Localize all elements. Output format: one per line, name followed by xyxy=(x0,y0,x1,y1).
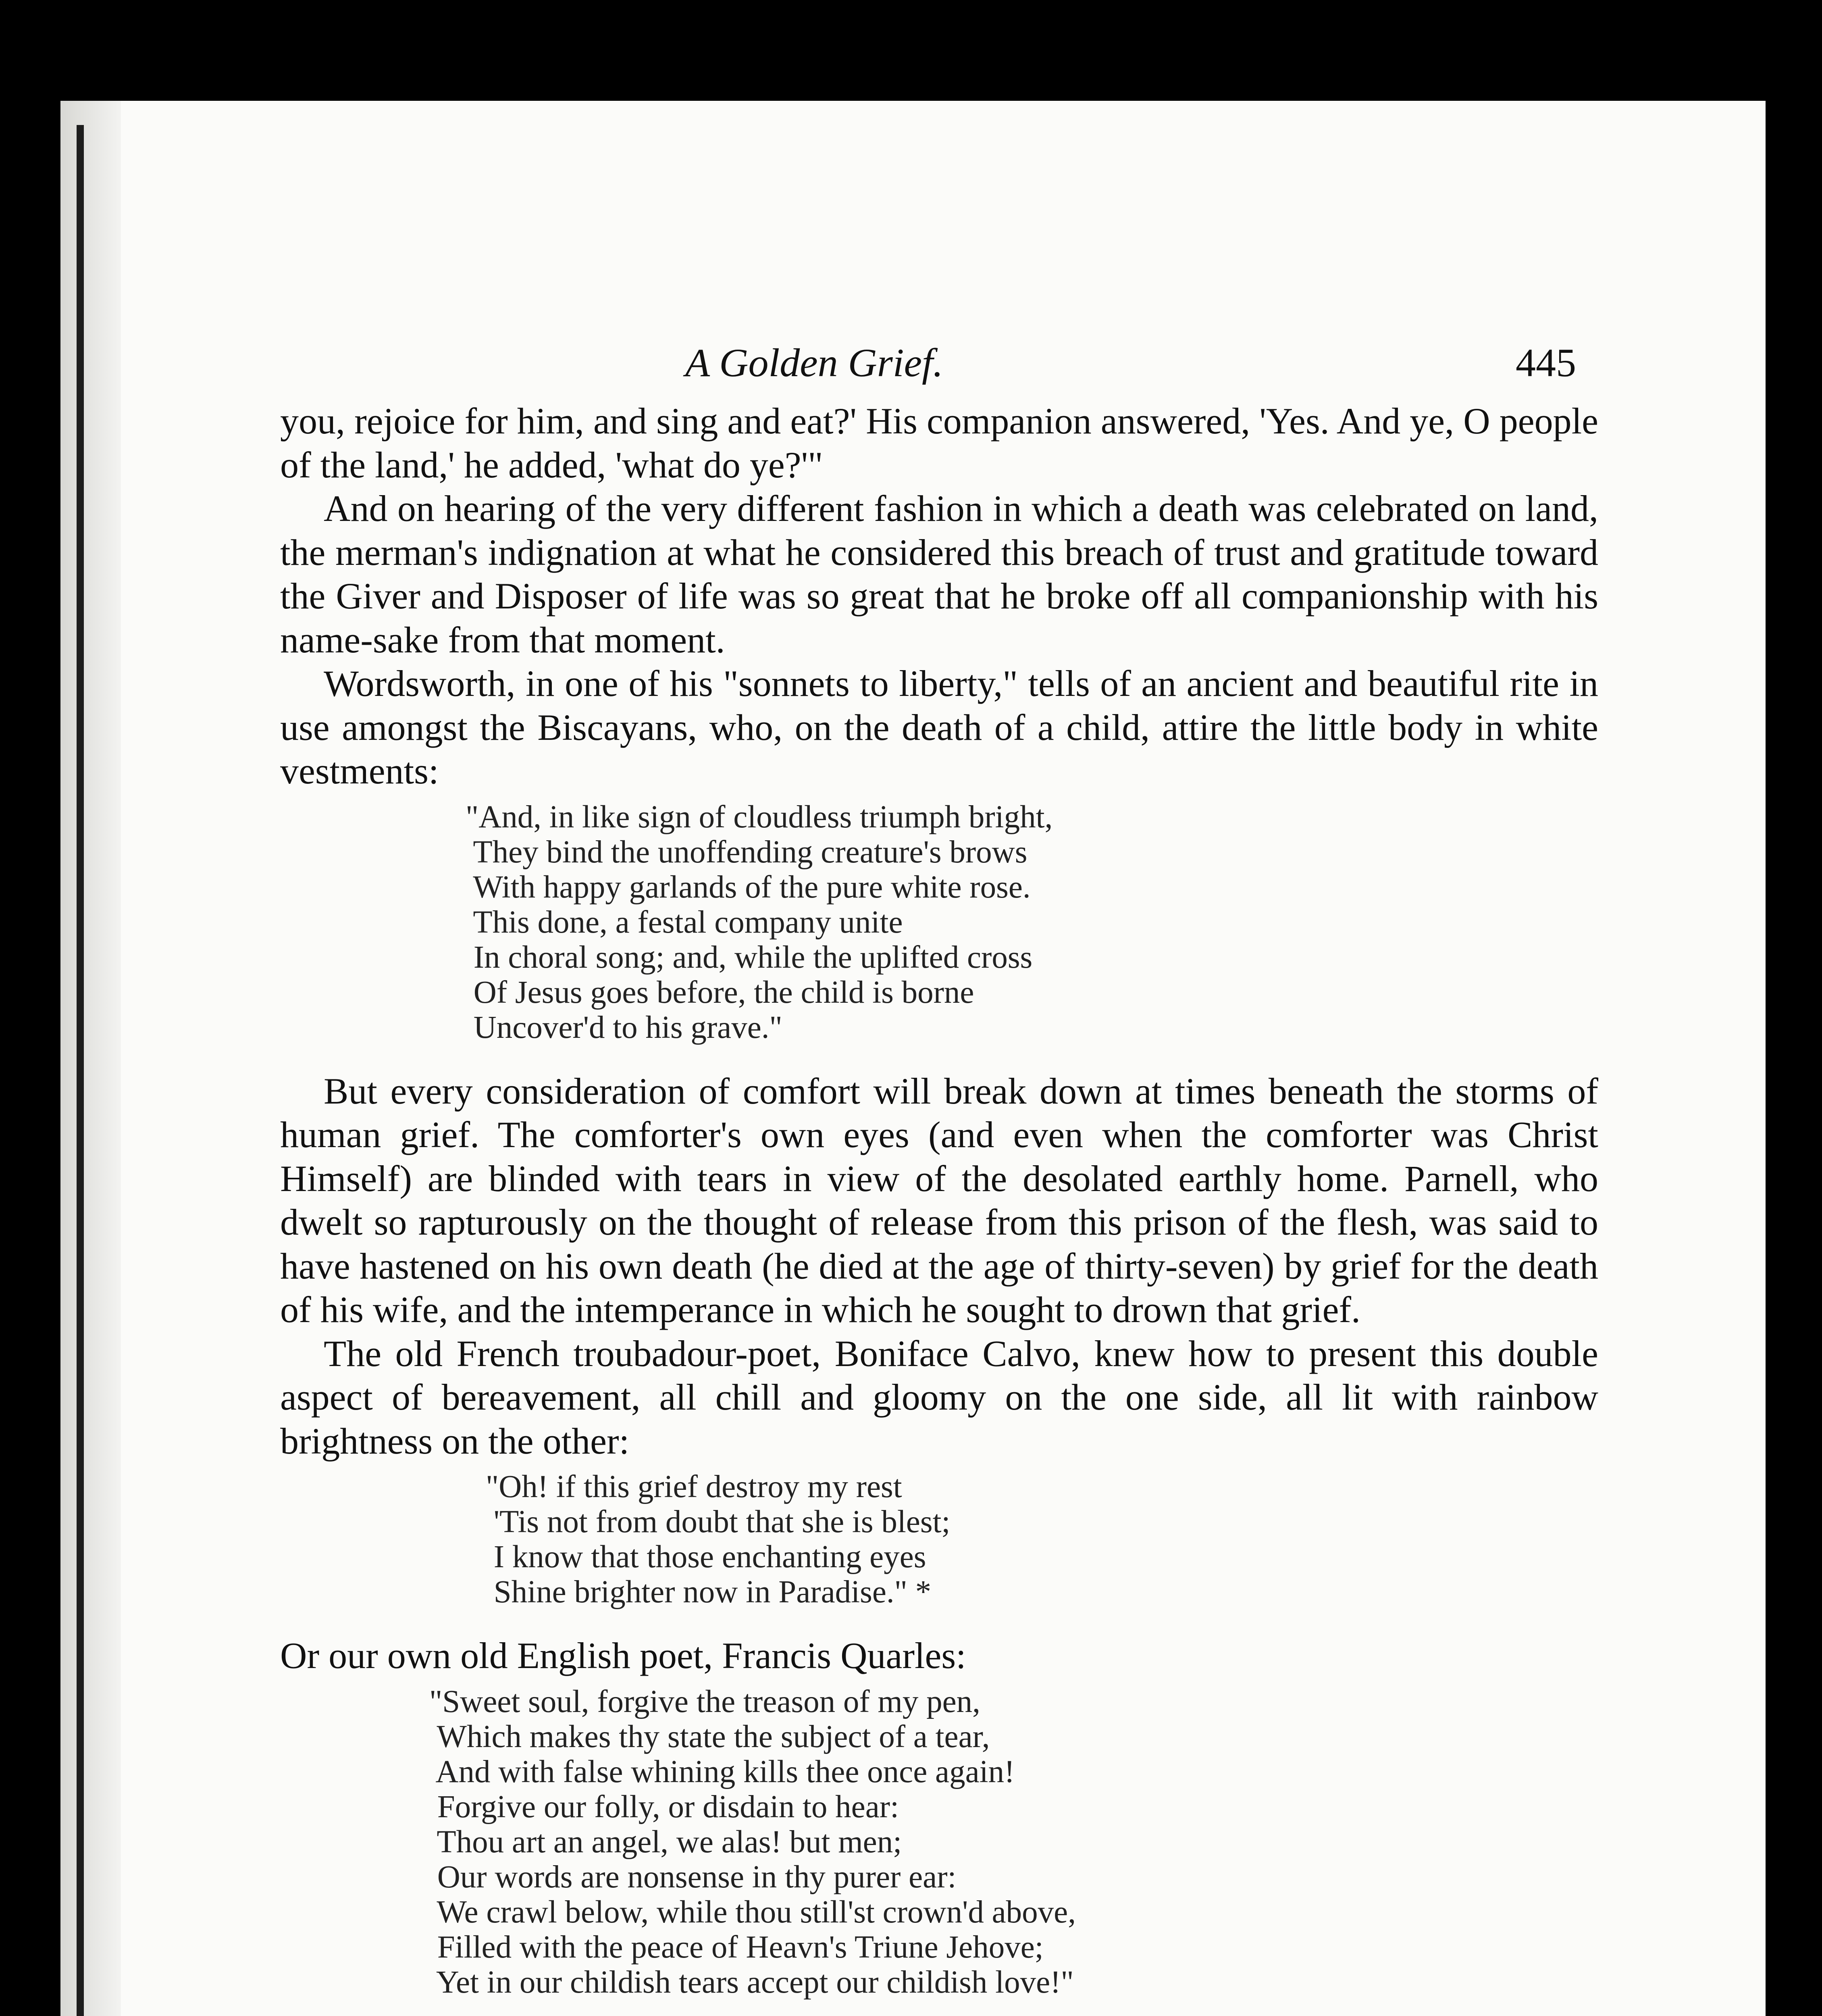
running-title: A Golden Grief. xyxy=(685,340,943,385)
body-text xyxy=(280,399,1598,2016)
binding-edge xyxy=(77,125,84,2016)
page-gutter xyxy=(60,101,121,2016)
paragraph-merman: And on hearing of the very different fashion in which a death was celebrated on land, the merman's indignation at what he considered this breach of trust and gratitude toward the Giver and Disposer of life was so great that he broke off all companionship with his name-sake from that moment. xyxy=(280,488,1598,660)
running-header xyxy=(262,331,1576,395)
paragraph-parnell: But every consideration of comfort will break down at times beneath the storms of human grief. The comforter's own eyes (and even when the comforter was Christ Himself) are blinded with tears in view of the desolated earthly home. Parnell, who dwelt so rapturously on the thought of release from this prison of the flesh, was said to have hastened on his own death (he died at the age of thirty-seven) by grief for the death of his wife, and the intemperance in which he sought to drown that grief. xyxy=(280,1070,1598,1330)
quote-wordsworth: "And, in like sign of cloudless triumph bright, They bind the unoffending creature's brows With happy garlands of the pure white rose. This done, a festal company unite In choral song; and, while the uplifted cross Of Jesus goes before, the child is borne Uncover'd to his grave." xyxy=(466,799,1053,1045)
paragraph-calvo: The old French troubadour-poet, Boniface Calvo, knew how to present this double aspect of bereavement, all chill and gloomy on the one side, all lit with rainbow brightness on the other: xyxy=(280,1333,1598,1462)
quote-quarles: "Sweet soul, forgive the treason of my pen, Which makes thy state the subject of a tear, And with false whining kills thee once again! Forgive our folly, or disdain to hear: Thou art an angel, we alas! but men; Our words are nonsense in thy purer ear: We crawl below, while thou still'st crown'd above, Filled with the peace of Heavn's Triune Jehove; Yet in our childish tears accept our childish love!" xyxy=(429,1684,1076,2000)
paragraph-wordsworth: Wordsworth, in one of his "sonnets to liberty," tells of an ancient and beautiful rite in use amongst the Biscayans, who, on the death of a child, attire the little body in white vestments: xyxy=(280,663,1598,791)
paragraph-quarles-intro: Or our own old English poet, Francis Quarles: xyxy=(280,1635,966,1676)
page-number: 445 xyxy=(1516,340,1576,385)
paragraph-continued: you, rejoice for him, and sing and eat?' His companion answered, 'Yes. And ye, O people of the land,' he added, 'what do ye?'" xyxy=(280,400,1598,485)
book-page xyxy=(60,101,1766,2016)
quote-calvo: "Oh! if this grief destroy my rest 'Tis not from doubt that she is blest; I know that those enchanting eyes Shine brighter now in Paradise." * xyxy=(486,1469,951,1610)
